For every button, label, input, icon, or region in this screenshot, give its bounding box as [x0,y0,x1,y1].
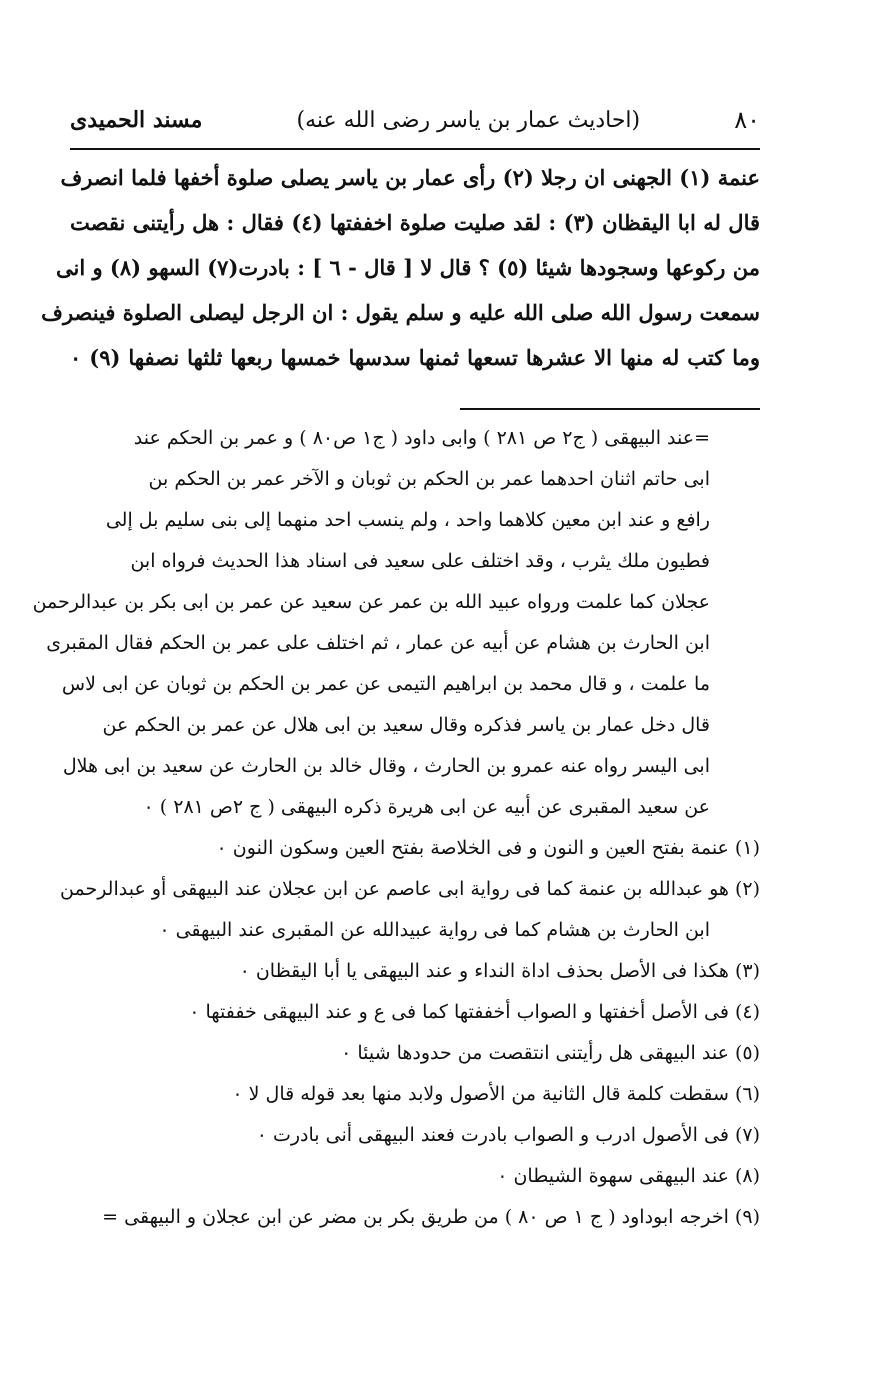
footnote-8: (٨) عند البيهقى سهوة الشيطان ٠ [497,1165,760,1187]
header-rule [70,148,760,150]
note-line: عجلان كما علمت ورواه عبيد الله بن عمر عن سعيد عن عمر بن ابى بكر بن عبدالرحمن [32,591,710,613]
footnote-2-continued: ابن الحارث بن هشام كما فى رواية عبيدالله عن المقبرى عند البيهقى ٠ [159,919,710,941]
note-line: ابى حاتم اثنان احدهما عمر بن الحكم بن ثوبان و الآخر عمر بن الحكم بن [148,468,710,490]
footnote-2: (٢) هو عبدالله بن عنمة كما فى رواية ابى عاصم عن ابن عجلان عند البيهقى أو عبدالرحمن [60,878,760,900]
note-line: فطيون ملك يثرب ، وقد اختلف على سعيد فى اسناد هذا الحديث فرواه ابن [130,550,710,572]
text-line: قال له ابا اليقظان (٣) : لقد صليت صلوة اخففتها (٤) فقال : هل رأيتنى نقصت [70,210,761,235]
book-title: مسند الحميدى [70,107,203,133]
note-line: =عند البيهقى ( ج٢ ص ٢٨١ ) وابى داود ( ج١ ص٨٠ ) و عمر بن الحكم عند [133,427,710,449]
footnote-1: (١) عنمة بفتح العين و النون و فى الخلاصة بفتح العين وسكون النون ٠ [216,837,760,859]
footnote-7: (٧) فى الأصول ادرب و الصواب بادرت فعند البيهقى أنى بادرت ٠ [256,1124,760,1146]
footnote-9: (٩) اخرجه ابوداود ( ج ١ ص ٨٠ ) من طريق بكر بن مضر عن ابن عجلان و البيهقى = [102,1206,760,1228]
footnote-6: (٦) سقطت كلمة قال الثانية من الأصول ولابد منها بعد قوله قال لا ٠ [232,1083,760,1105]
text-line: من ركوعها وسجودها شيئا (٥) ؟ قال لا [ قال - ٦ ] : بادرت(٧) السهو (٨) و انى [55,255,760,280]
numbered-footnotes [60,828,760,1238]
footnote-separator [460,408,760,410]
chapter-title: (احاديث عمار بن ياسر رضى الله عنه) [296,107,641,133]
note-line: عن سعيد المقبرى عن أبيه عن ابى هريرة ذكره البيهقى ( ج ٢ص ٢٨١ ) ٠ [143,796,710,818]
page-header [70,100,760,140]
footnote-3: (٣) هكذا فى الأصل بحذف اداة النداء و عند البيهقى يا أبا اليقظان ٠ [239,960,760,982]
text-line: عنمة (١) الجهنى ان رجلا (٢) رأى عمار بن ياسر يصلى صلوة أخفها فلما انصرف [60,165,760,190]
note-line: قال دخل عمار بن ياسر فذكره وقال سعيد بن ابى هلال عن عمر بن الحكم عن [102,714,710,736]
note-line: رافع و عند ابن معين كلاهما واحد ، ولم ينسب احد منهما إلى بنى سليم بل إلى [105,509,710,531]
footnotes-section [32,418,760,1238]
note-line: ابن الحارث بن هشام عن أبيه عن عمار ، ثم اختلف على عمر بن الحكم فقال المقبرى [46,632,710,654]
note-line: ابى اليسر رواه عنه عمرو بن الحارث ، وقال خالد بن الحارث عن سعيد بن ابى هلال [62,755,710,777]
footnote-5: (٥) عند البيهقى هل رأيتنى انتقصت من حدودها شيئا ٠ [341,1042,760,1064]
hadith-text [41,155,761,380]
text-line: وما كتب له منها الا عشرها تسعها ثمنها سدسها خمسها ربعها ثلثها نصفها (٩) ٠ [70,345,760,370]
note-line: ما علمت ، و قال محمد بن ابراهيم التيمى عن عمر بن الحكم بن ثوبان عن ابى لاس [61,673,710,695]
page-number: ٨٠ [734,106,760,134]
text-line: سمعت رسول الله صلى الله عليه و سلم يقول : ان الرجل ليصلى الصلوة فينصرف [41,300,760,325]
footnote-4: (٤) فى الأصل أخفتها و الصواب أخففتها كما فى ع و عند البيهقى خففتها ٠ [189,1001,760,1023]
